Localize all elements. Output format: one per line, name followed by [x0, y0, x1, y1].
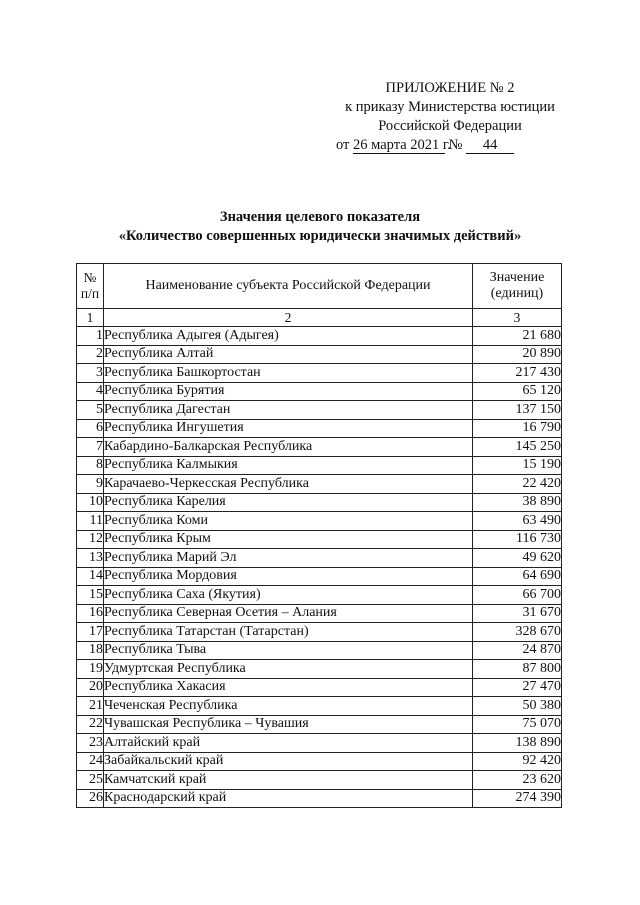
table-body [77, 327, 562, 808]
row-value: 21 680 [473, 327, 562, 346]
row-subject-name: Чеченская Республика [104, 697, 473, 716]
row-number: 2 [77, 345, 104, 364]
row-number: 21 [77, 697, 104, 716]
row-subject-name: Алтайский край [104, 734, 473, 753]
row-number: 18 [77, 641, 104, 660]
row-value: 65 120 [473, 382, 562, 401]
table-row [77, 586, 562, 605]
table-row [77, 530, 562, 549]
row-subject-name: Карачаево-Черкесская Республика [104, 475, 473, 494]
appendix-ministry: Российской Федерации [378, 118, 522, 134]
table-row [77, 623, 562, 642]
appendix-header [330, 79, 570, 155]
row-subject-name: Республика Алтай [104, 345, 473, 364]
row-subject-name: Республика Ингушетия [104, 419, 473, 438]
row-value: 31 670 [473, 604, 562, 623]
table-row [77, 567, 562, 586]
row-value: 20 890 [473, 345, 562, 364]
row-value: 15 190 [473, 456, 562, 475]
table-row [77, 438, 562, 457]
row-number: 5 [77, 401, 104, 420]
row-subject-name: Республика Мордовия [104, 567, 473, 586]
row-number: 16 [77, 604, 104, 623]
date-value: 26 марта 2021 г. [353, 137, 451, 153]
number-value: 44 [466, 137, 514, 154]
table-row [77, 512, 562, 531]
row-subject-name: Удмуртская Республика [104, 660, 473, 679]
row-number: 3 [77, 364, 104, 383]
row-subject-name: Республика Адыгея (Адыгея) [104, 327, 473, 346]
table-row [77, 345, 562, 364]
row-value: 38 890 [473, 493, 562, 512]
row-value: 27 470 [473, 678, 562, 697]
table-row [77, 364, 562, 383]
row-value: 274 390 [473, 789, 562, 808]
row-value: 66 700 [473, 586, 562, 605]
appendix-date-line [336, 136, 570, 155]
date-prefix: от [336, 137, 350, 153]
row-value: 145 250 [473, 438, 562, 457]
document-title [70, 208, 570, 246]
row-subject-name: Забайкальский край [104, 752, 473, 771]
table-row [77, 382, 562, 401]
row-value: 64 690 [473, 567, 562, 586]
table-row [77, 660, 562, 679]
header-subject-name: Наименование субъекта Российской Федерации [104, 264, 473, 309]
row-subject-name: Республика Татарстан (Татарстан) [104, 623, 473, 642]
row-subject-name: Республика Марий Эл [104, 549, 473, 568]
row-subject-name: Республика Башкортостан [104, 364, 473, 383]
table-row [77, 493, 562, 512]
title-line-2: «Количество совершенных юридически значимых действий» [118, 228, 522, 244]
table-row [77, 456, 562, 475]
row-number: 7 [77, 438, 104, 457]
row-number: 6 [77, 419, 104, 438]
appendix-order-ref: к приказу Министерства юстиции [345, 99, 555, 115]
row-subject-name: Краснодарский край [104, 789, 473, 808]
row-value: 49 620 [473, 549, 562, 568]
table-row [77, 771, 562, 790]
row-value: 24 870 [473, 641, 562, 660]
row-subject-name: Чувашская Республика – Чувашия [104, 715, 473, 734]
number-prefix: № [448, 137, 463, 153]
column-index: 2 [104, 309, 473, 327]
column-index-row [77, 309, 562, 327]
table-row [77, 401, 562, 420]
row-subject-name: Республика Дагестан [104, 401, 473, 420]
table-row [77, 327, 562, 346]
row-value: 137 150 [473, 401, 562, 420]
row-number: 9 [77, 475, 104, 494]
column-index: 3 [473, 309, 562, 327]
row-value: 87 800 [473, 660, 562, 679]
row-value: 63 490 [473, 512, 562, 531]
table-header-row [77, 264, 562, 309]
title-line-1: Значения целевого показателя [219, 209, 421, 225]
row-value: 116 730 [473, 530, 562, 549]
row-value: 75 070 [473, 715, 562, 734]
row-value: 217 430 [473, 364, 562, 383]
row-subject-name: Республика Бурятия [104, 382, 473, 401]
row-number: 17 [77, 623, 104, 642]
row-subject-name: Республика Карелия [104, 493, 473, 512]
row-number: 24 [77, 752, 104, 771]
row-number: 25 [77, 771, 104, 790]
row-number: 1 [77, 327, 104, 346]
table-row [77, 715, 562, 734]
row-subject-name: Республика Крым [104, 530, 473, 549]
indicator-table [76, 263, 562, 808]
row-value: 92 420 [473, 752, 562, 771]
row-value: 23 620 [473, 771, 562, 790]
row-number: 10 [77, 493, 104, 512]
table-row [77, 678, 562, 697]
row-number: 11 [77, 512, 104, 531]
row-number: 4 [77, 382, 104, 401]
row-number: 12 [77, 530, 104, 549]
table-row [77, 549, 562, 568]
column-index: 1 [77, 309, 104, 327]
table-row [77, 697, 562, 716]
table-row [77, 475, 562, 494]
row-number: 8 [77, 456, 104, 475]
appendix-title: ПРИЛОЖЕНИЕ № 2 [385, 80, 515, 96]
header-number: № п/п [77, 264, 104, 309]
table-row [77, 419, 562, 438]
row-subject-name: Республика Тыва [104, 641, 473, 660]
table-row [77, 752, 562, 771]
row-value: 22 420 [473, 475, 562, 494]
row-subject-name: Республика Коми [104, 512, 473, 531]
row-value: 328 670 [473, 623, 562, 642]
row-number: 13 [77, 549, 104, 568]
row-number: 15 [77, 586, 104, 605]
table-row [77, 734, 562, 753]
table-row [77, 789, 562, 808]
row-value: 50 380 [473, 697, 562, 716]
row-value: 138 890 [473, 734, 562, 753]
row-number: 20 [77, 678, 104, 697]
table-row [77, 641, 562, 660]
row-number: 14 [77, 567, 104, 586]
row-value: 16 790 [473, 419, 562, 438]
row-number: 22 [77, 715, 104, 734]
row-subject-name: Кабардино-Балкарская Республика [104, 438, 473, 457]
row-subject-name: Республика Калмыкия [104, 456, 473, 475]
table-row [77, 604, 562, 623]
row-subject-name: Республика Саха (Якутия) [104, 586, 473, 605]
row-subject-name: Камчатский край [104, 771, 473, 790]
row-number: 19 [77, 660, 104, 679]
row-number: 26 [77, 789, 104, 808]
row-subject-name: Республика Хакасия [104, 678, 473, 697]
row-subject-name: Республика Северная Осетия – Алания [104, 604, 473, 623]
header-value: Значение (единиц) [473, 264, 562, 309]
row-number: 23 [77, 734, 104, 753]
